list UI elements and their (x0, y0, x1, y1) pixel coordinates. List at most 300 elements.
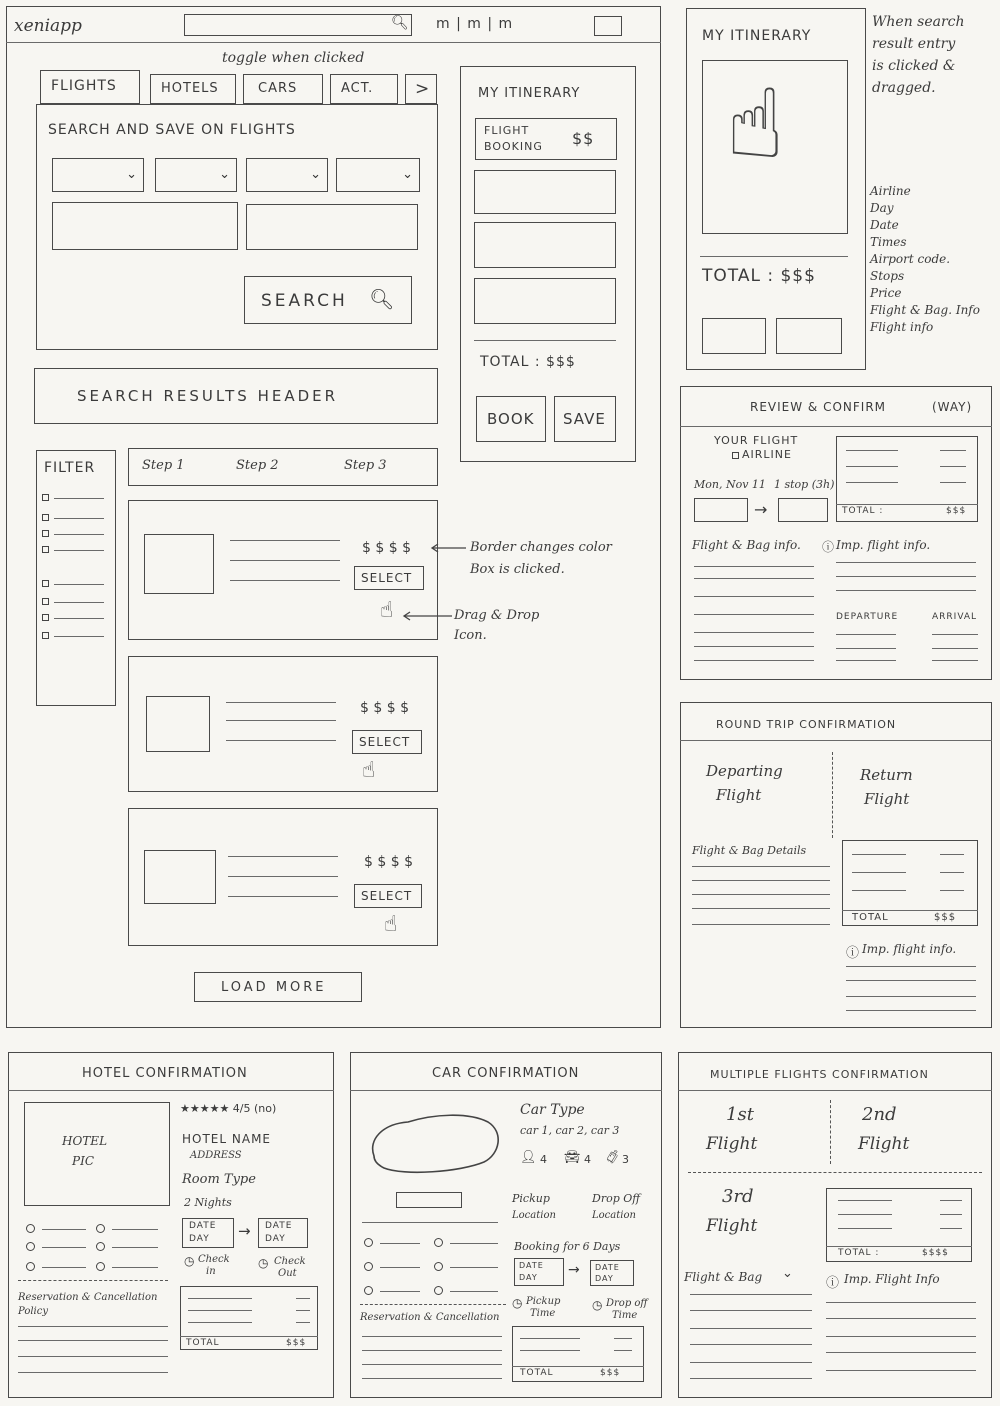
filter-checkbox[interactable] (42, 598, 49, 605)
drag-annotation-2: Icon. (454, 628, 487, 643)
round-trip-details: Flight & Bag Details (692, 844, 807, 857)
text-line (230, 560, 340, 561)
hotel-check-out-1: Check (274, 1256, 306, 1267)
filter-title: FILTER (44, 460, 96, 476)
car-type: Car Type (520, 1102, 585, 1118)
multi-imp: Imp. Flight Info (844, 1272, 940, 1286)
clock-icon: ◷ (184, 1254, 195, 1268)
text-line (296, 1322, 310, 1323)
itinerary-drag-divider (700, 256, 848, 257)
text-line (692, 924, 830, 925)
text-line (690, 1362, 812, 1363)
result-price: $ $ $ $ (360, 700, 409, 716)
search-results-header-label: SEARCH RESULTS HEADER (77, 387, 339, 405)
text-line (846, 482, 898, 483)
field-annotation: Times (870, 235, 907, 249)
hotel-name: HOTEL NAME (182, 1132, 272, 1146)
review-arrival: ARRIVAL (932, 612, 978, 622)
text-line (694, 596, 814, 597)
result-price: $ $ $ $ (362, 540, 411, 556)
text-line (940, 466, 966, 467)
itinerary-item-label-2: BOOKING (484, 140, 543, 153)
radio-option[interactable] (96, 1242, 105, 1251)
text-line (180, 1336, 318, 1337)
text-line (112, 1267, 158, 1268)
tab-more[interactable] (405, 74, 437, 104)
text-line (230, 580, 340, 581)
text-line (690, 1344, 812, 1345)
load-more-label: LOAD MORE (221, 980, 327, 995)
return-label-1: Return (860, 766, 913, 784)
multi-f1-num: 1st (726, 1104, 754, 1125)
search-entry-annotation: dragged. (872, 80, 936, 96)
review-imp-info: Imp. flight info. (836, 538, 931, 552)
filter-checkbox[interactable] (42, 632, 49, 639)
car-date-2 (590, 1260, 634, 1286)
text-line (852, 854, 906, 855)
text-line (188, 1298, 252, 1299)
annotation-arrow (0, 0, 1, 1)
itinerary-item-flight[interactable] (475, 118, 617, 160)
field-annotation: Day (870, 201, 894, 215)
text-line (694, 566, 814, 567)
text-line (694, 660, 814, 661)
text-line (836, 648, 896, 649)
text-line (614, 1338, 632, 1339)
chevron-down-icon: ⌄ (126, 167, 137, 182)
text-line (188, 1322, 252, 1323)
text-line (940, 1214, 962, 1215)
hotel-title: HOTEL CONFIRMATION (82, 1066, 248, 1081)
itinerary-item-price: $$ (572, 129, 595, 148)
car-types: car 1, car 2, car 3 (520, 1124, 620, 1137)
text-line (380, 1243, 420, 1244)
text-line (54, 636, 104, 637)
text-line (846, 1010, 976, 1011)
review-depart-box (694, 498, 748, 522)
car-doors: 4 (584, 1153, 592, 1166)
book-button[interactable] (476, 396, 546, 442)
text-line (512, 1366, 644, 1367)
toggle-annotation: toggle when clicked (222, 50, 365, 66)
car-seats: 4 (540, 1153, 548, 1166)
tab-hotels[interactable] (150, 74, 236, 104)
load-more-button[interactable] (194, 972, 362, 1002)
text-line (18, 1372, 168, 1373)
tab-hotels-label: HOTELS (161, 81, 219, 96)
radio-option[interactable] (434, 1238, 443, 1247)
text-line (362, 1364, 502, 1365)
clock-icon: ◷ (512, 1296, 523, 1310)
tab-activities-label: ACT. (341, 81, 374, 96)
text-line (932, 648, 978, 649)
date-input-1[interactable] (52, 202, 238, 250)
review-title: REVIEW & CONFIRM (750, 400, 887, 414)
car-date-2-label-2: DAY (595, 1274, 614, 1283)
multi-title: MULTIPLE FLIGHTS CONFIRMATION (710, 1068, 929, 1081)
car-header-divider (350, 1090, 662, 1091)
dropdown-1[interactable] (52, 158, 144, 192)
hotel-header-divider (8, 1090, 334, 1091)
round-trip-header-divider (680, 740, 992, 741)
text-line (940, 450, 966, 451)
review-airline: AIRLINE (742, 448, 792, 461)
itinerary-drag-title: MY ITINERARY (702, 28, 812, 44)
result-thumbnail (146, 696, 210, 752)
text-line (54, 518, 104, 519)
review-way: (WAY) (932, 400, 973, 414)
select-button-label: SELECT (359, 735, 411, 749)
itinerary-total: TOTAL : $$$ (480, 354, 576, 370)
radio-option[interactable] (26, 1242, 35, 1251)
car-name-box (396, 1192, 462, 1208)
text-line (450, 1291, 498, 1292)
search-results-header (34, 368, 438, 424)
select-button[interactable] (352, 730, 422, 754)
chevron-down-icon: ⌄ (402, 167, 413, 182)
text-line (846, 996, 976, 997)
filter-checkbox[interactable] (42, 580, 49, 587)
review-total: TOTAL : (842, 506, 884, 516)
car-dropoff-1: Drop Off (592, 1192, 641, 1205)
filter-checkbox[interactable] (42, 530, 49, 537)
chevron-down-icon: ⌄ (310, 167, 321, 182)
text-line (826, 1352, 976, 1353)
text-line (846, 980, 976, 981)
drag-hand-icon[interactable]: ☝︎ (384, 912, 398, 937)
text-line (362, 1222, 498, 1223)
text-line (362, 1378, 502, 1379)
text-line (826, 1318, 976, 1319)
hotel-total-value: $$$ (286, 1338, 307, 1348)
text-line (614, 1350, 632, 1351)
tab-flights[interactable] (40, 70, 140, 104)
arrow-right-icon: → (568, 1262, 580, 1278)
save-button[interactable] (554, 396, 616, 442)
multi-total: TOTAL : (838, 1248, 880, 1258)
itinerary-drag-btn-2[interactable] (776, 318, 842, 354)
text-line (852, 890, 906, 891)
car-dropoff-2: Location (592, 1210, 636, 1221)
text-line (940, 1228, 962, 1229)
filter-checkbox[interactable] (42, 494, 49, 501)
text-line (54, 602, 104, 603)
text-line (852, 872, 906, 873)
hotel-date-2-label-1: DATE (265, 1221, 293, 1231)
multi-horizontal-separator (688, 1172, 982, 1173)
text-line (18, 1340, 168, 1341)
text-line (692, 866, 830, 867)
radio-option[interactable] (364, 1262, 373, 1271)
search-heading: SEARCH AND SAVE ON FLIGHTS (48, 122, 296, 138)
border-annotation-2: Box is clicked. (470, 562, 565, 577)
drag-annotation-1: Drag & Drop (454, 608, 540, 623)
round-trip-total-value: $$$ (934, 912, 957, 923)
chevron-down-icon[interactable]: ⌄ (782, 1266, 793, 1281)
step-3[interactable]: Step 3 (344, 458, 387, 473)
car-pickup-time-2: Time (530, 1308, 556, 1319)
text-line (694, 632, 814, 633)
text-line (838, 1214, 892, 1215)
round-trip-title: ROUND TRIP CONFIRMATION (716, 718, 897, 731)
text-line (692, 894, 830, 895)
luggage-icon: 🧳︎ (604, 1150, 621, 1165)
airline-checkbox[interactable] (732, 452, 739, 459)
itinerary-slot-4[interactable] (474, 278, 616, 324)
hotel-pic (24, 1102, 170, 1206)
chevron-right-icon: > (415, 79, 431, 99)
text-line (228, 856, 338, 857)
search-button-label: SEARCH (261, 291, 348, 311)
review-stops: 1 stop (3h) (774, 478, 835, 491)
text-line (690, 1294, 812, 1295)
text-line (296, 1298, 310, 1299)
car-bags: 3 (622, 1153, 630, 1166)
tab-cars[interactable] (243, 74, 323, 104)
departing-label-2: Flight (716, 786, 762, 804)
text-line (692, 908, 830, 909)
text-line (54, 550, 104, 551)
itinerary-slot-3[interactable] (474, 222, 616, 268)
text-line (940, 1200, 962, 1201)
radio-option[interactable] (434, 1286, 443, 1295)
text-line (228, 876, 338, 877)
text-line (842, 910, 978, 911)
hotel-check-in-2: in (206, 1266, 216, 1277)
clock-icon: ◷ (592, 1298, 603, 1312)
text-line (54, 534, 104, 535)
radio-option[interactable] (96, 1262, 105, 1271)
text-line (450, 1243, 498, 1244)
hotel-policy-1: Reservation & Cancellation (18, 1292, 158, 1303)
filter-checkbox[interactable] (42, 614, 49, 621)
hotel-nights: 2 Nights (184, 1196, 232, 1209)
car-date-1-label-2: DAY (519, 1273, 538, 1282)
hotel-room-type: Room Type (182, 1172, 256, 1187)
round-trip-total: TOTAL (852, 912, 889, 923)
filter-checkbox[interactable] (42, 546, 49, 553)
text-line (362, 1350, 502, 1351)
global-search-input[interactable] (184, 14, 412, 36)
text-line (932, 634, 978, 635)
select-button[interactable] (354, 884, 422, 908)
round-trip-separator (832, 752, 833, 838)
nav-menu[interactable]: m | m | m (436, 16, 514, 32)
person-icon: 👤︎ (520, 1150, 537, 1165)
dropdown-2[interactable] (155, 158, 237, 192)
arrow-right-icon: → (238, 1222, 251, 1240)
text-line (836, 590, 976, 591)
field-annotation: Flight info (870, 320, 934, 334)
tab-flights-label: FLIGHTS (51, 78, 117, 94)
text-line (846, 466, 898, 467)
user-avatar-box[interactable] (594, 16, 622, 36)
text-line (694, 646, 814, 647)
car-title: CAR CONFIRMATION (432, 1066, 580, 1081)
text-line (826, 1336, 976, 1337)
text-line (230, 540, 340, 541)
radio-option[interactable] (364, 1286, 373, 1295)
select-button-label: SELECT (361, 889, 413, 903)
hotel-policy-2: Policy (18, 1306, 48, 1317)
review-confirm-frame (680, 386, 992, 680)
hotel-rating: ★★★★★ 4/5 (no) (180, 1102, 277, 1115)
text-line (690, 1310, 812, 1311)
search-entry-annotation: is clicked & (872, 58, 956, 74)
text-line (362, 1336, 502, 1337)
text-line (836, 504, 978, 505)
multi-f1-label: Flight (706, 1134, 758, 1154)
return-label-2: Flight (864, 790, 910, 808)
info-icon: ⓘ (822, 540, 835, 554)
text-line (932, 660, 978, 661)
itinerary-slot-2[interactable] (474, 170, 616, 214)
multi-f3-num: 3rd (722, 1186, 754, 1207)
app-title: xeniapp (14, 16, 82, 36)
text-line (296, 1310, 310, 1311)
hotel-total: TOTAL (186, 1338, 220, 1348)
multi-total-value: $$$$ (922, 1248, 949, 1258)
hotel-check-in-1: Check (198, 1254, 230, 1265)
text-line (226, 740, 336, 741)
review-header-divider (680, 426, 992, 427)
drag-hand-icon[interactable]: ☝︎ (362, 758, 376, 783)
browser-header-divider (6, 42, 661, 43)
dropdown-4[interactable] (336, 158, 420, 192)
text-line (690, 1378, 812, 1379)
multi-vertical-separator (830, 1100, 831, 1164)
text-line (226, 720, 336, 721)
review-date: Mon, Nov 11 (694, 478, 766, 491)
car-booking: Booking for 6 Days (514, 1240, 621, 1253)
clock-icon: ◷ (258, 1256, 269, 1270)
radio-option[interactable] (364, 1238, 373, 1247)
search-button[interactable] (244, 276, 412, 324)
text-line (18, 1326, 168, 1327)
search-entry-annotation: result entry (872, 36, 956, 52)
text-line (54, 584, 104, 585)
multi-f2-num: 2nd (862, 1104, 897, 1125)
round-trip-imp: Imp. flight info. (862, 942, 957, 956)
text-line (940, 482, 966, 483)
itinerary-title: MY ITINERARY (478, 86, 581, 101)
result-thumbnail (144, 534, 214, 594)
dropdown-3[interactable] (246, 158, 328, 192)
door-icon: 🚘︎ (564, 1150, 581, 1165)
text-line (42, 1267, 86, 1268)
car-date-2-label-1: DATE (595, 1263, 620, 1272)
text-line (826, 1246, 972, 1247)
multi-bag: Flight & Bag (684, 1270, 763, 1284)
text-line (690, 1328, 812, 1329)
text-line (380, 1267, 420, 1268)
step-1[interactable]: Step 1 (142, 458, 185, 473)
radio-option[interactable] (434, 1262, 443, 1271)
hotel-date-1 (182, 1218, 234, 1248)
text-line (112, 1229, 158, 1230)
text-line (836, 576, 976, 577)
hotel-date-2 (258, 1218, 308, 1248)
text-line (380, 1291, 420, 1292)
search-icon: 🔍︎ (369, 287, 395, 311)
car-policy: Reservation & Cancellation (360, 1312, 500, 1323)
field-annotation: Stops (870, 269, 905, 283)
text-line (838, 1228, 892, 1229)
text-line (836, 634, 896, 635)
car-pickup-1: Pickup (512, 1192, 550, 1205)
border-annotation-1: Border changes color (470, 540, 612, 555)
text-line (826, 1302, 976, 1303)
filter-panel (36, 450, 116, 706)
text-line (940, 872, 964, 873)
text-line (54, 498, 104, 499)
hotel-date-1-label-2: DAY (189, 1234, 210, 1244)
text-line (826, 1370, 976, 1371)
car-drop-time-2: Time (612, 1310, 638, 1321)
itinerary-drag-total: TOTAL : $$$ (702, 266, 816, 286)
result-price: $ $ $ $ (364, 854, 413, 870)
text-line (940, 890, 964, 891)
car-date-1 (514, 1258, 564, 1286)
text-line (228, 896, 338, 897)
save-button-label: SAVE (563, 410, 606, 428)
text-line (692, 880, 830, 881)
car-total-value: $$$ (600, 1368, 621, 1378)
multi-header-divider (678, 1090, 992, 1091)
review-your-flight: YOUR FLIGHT (714, 434, 799, 447)
arrow-right-icon: → (754, 500, 768, 519)
hotel-pic-label-1: HOTEL (62, 1134, 108, 1148)
hotel-check-out-2: Out (278, 1268, 297, 1279)
step-2[interactable]: Step 2 (236, 458, 279, 473)
review-total-value: $$$ (946, 506, 967, 516)
drag-hand-icon[interactable]: ☝︎ (380, 598, 394, 623)
tab-activities[interactable] (330, 74, 398, 104)
itinerary-divider (474, 340, 616, 341)
info-icon: ⓘ (826, 1276, 840, 1291)
radio-option[interactable] (26, 1224, 35, 1233)
text-line (18, 1356, 168, 1357)
text-line (694, 578, 814, 579)
hotel-date-2-label-2: DAY (265, 1234, 286, 1244)
chevron-down-icon: ⌄ (219, 167, 230, 182)
text-line (836, 660, 896, 661)
text-line (694, 614, 814, 615)
radio-option[interactable] (26, 1262, 35, 1271)
itinerary-drag-btn-1[interactable] (702, 318, 766, 354)
text-line (54, 618, 104, 619)
field-annotation: Airport code. (870, 252, 951, 266)
info-icon: ⓘ (846, 946, 860, 961)
car-pickup-2: Location (512, 1210, 556, 1221)
car-total: TOTAL (520, 1368, 554, 1378)
text-line (450, 1267, 498, 1268)
date-input-2[interactable] (246, 204, 418, 250)
radio-option[interactable] (96, 1224, 105, 1233)
text-line (836, 562, 976, 563)
review-departure: DEPARTURE (836, 612, 899, 622)
field-annotation: Flight & Bag. Info (870, 303, 980, 317)
filter-checkbox[interactable] (42, 514, 49, 521)
field-annotation: Price (870, 286, 902, 300)
select-button[interactable] (354, 566, 424, 590)
text-line (42, 1247, 86, 1248)
multi-f2-label: Flight (858, 1134, 910, 1154)
field-annotation: Date (870, 218, 899, 232)
departing-label-1: Departing (706, 762, 783, 780)
text-line (42, 1229, 86, 1230)
text-line (226, 702, 336, 703)
